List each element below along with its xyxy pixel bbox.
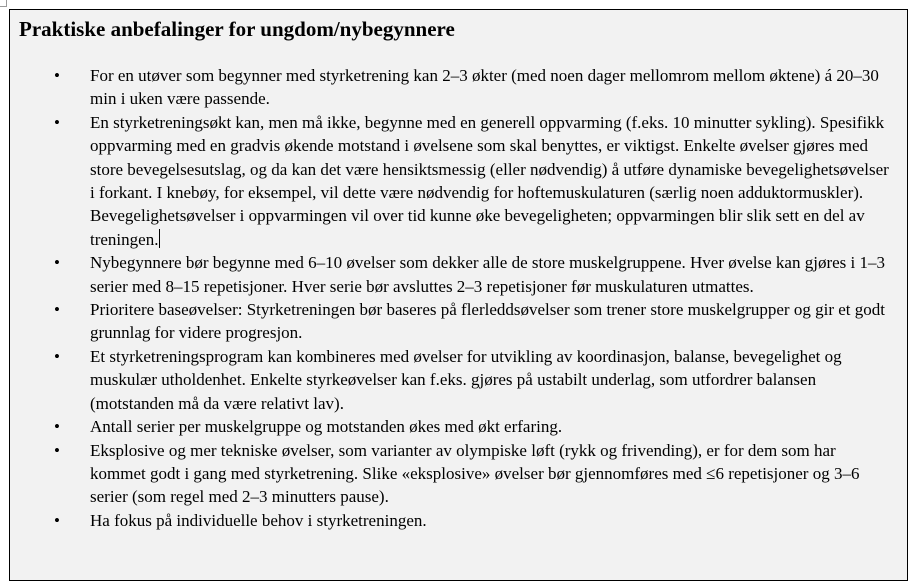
bullet-icon: • xyxy=(54,253,60,273)
list-item-text[interactable]: Antall serier per muskelgruppe og motstanden økes med økt erfaring. xyxy=(90,417,563,437)
list-item-text[interactable]: Ha fokus på individuelle behov i styrketreningen. xyxy=(90,510,427,530)
bullet-icon: • xyxy=(54,417,60,437)
list-item xyxy=(10,345,890,415)
bullet-icon: • xyxy=(54,510,60,530)
list-item-text[interactable]: En styrketreningsøkt kan, men må ikke, begynne med en generell oppvarming (f.eks. 10 minutter sykling). Spesifikk oppvarming med en gradvis økende motstand i øvelsene som skal benyttes, er viktigst. Enkelte øvelser gjøres med store bevegelsesutslag, og da kan det være hensiktsmessig (eller nødvendig) å utføre dynamiske bevegelighetsøvelser i forkant. I knebøy, for eksempel, vil dette være nødvendig for hoftemuskulaturen (særlig noen adduktormuskler). Bevegelighetsøvelser i oppvarmingen vil over tid kunne øke bevegeligheten; oppvarmingen blir slik sett en del av treningen. xyxy=(90,112,889,249)
bullet-icon: • xyxy=(54,66,60,85)
list-item-text[interactable]: Prioritere baseøvelser: Styrketreningen bør baseres på flerleddsøvelser som trener store muskelgrupper og gir et godt grunnlag for videre progresjon. xyxy=(90,300,885,343)
bullet-icon: • xyxy=(54,440,60,460)
list-item-text[interactable]: Eksplosive og mer tekniske øvelser, som varianter av olympiske løft (rykk og frivending), er for dem som har kommet godt i gang med styrketrening. Slike «eksplosive» øvelser bør gjennomføres med ≤6 repetisjoner og 3–6 serier (som regel med 2–3 minutters pause). xyxy=(90,440,860,507)
bullet-icon: • xyxy=(54,112,60,132)
list-item xyxy=(10,415,890,438)
list-item xyxy=(10,111,890,251)
bullet-icon: • xyxy=(54,346,60,366)
list-item xyxy=(10,439,890,509)
bullet-icon: • xyxy=(54,300,60,320)
text-cursor xyxy=(159,229,160,248)
list-item xyxy=(10,509,890,532)
list-item xyxy=(10,298,890,345)
recommendations-box xyxy=(9,9,908,581)
recommendations-list xyxy=(10,64,907,532)
page-corner-mark xyxy=(0,0,7,7)
list-item-text[interactable]: Nybegynnere bør begynne med 6–10 øvelser som dekker alle de store muskelgruppene. Hver øvelse kan gjøres i 1–3 serier med 8–15 repetisjoner. Hver serie bør avsluttes 2–3 repetisjoner før muskulaturen utmattes. xyxy=(90,253,885,296)
box-heading: Praktiske anbefalinger for ungdom/nybegynnere xyxy=(19,17,455,41)
list-item xyxy=(10,64,890,111)
list-item xyxy=(10,251,890,298)
list-item-text[interactable]: For en utøver som begynner med styrketrening kan 2–3 økter (med noen dager mellomrom mellom øktene) á 20–30 min i uken være passende. xyxy=(90,66,879,109)
list-item-text[interactable]: Et styrketreningsprogram kan kombineres med øvelser for utvikling av koordinasjon, balanse, bevegelighet og muskulær utholdenhet. Enkelte styrkeøvelser kan f.eks. gjøres på ustabilt underlag, som utfordrer balansen (motstanden må da være relativt lav). xyxy=(90,346,842,413)
